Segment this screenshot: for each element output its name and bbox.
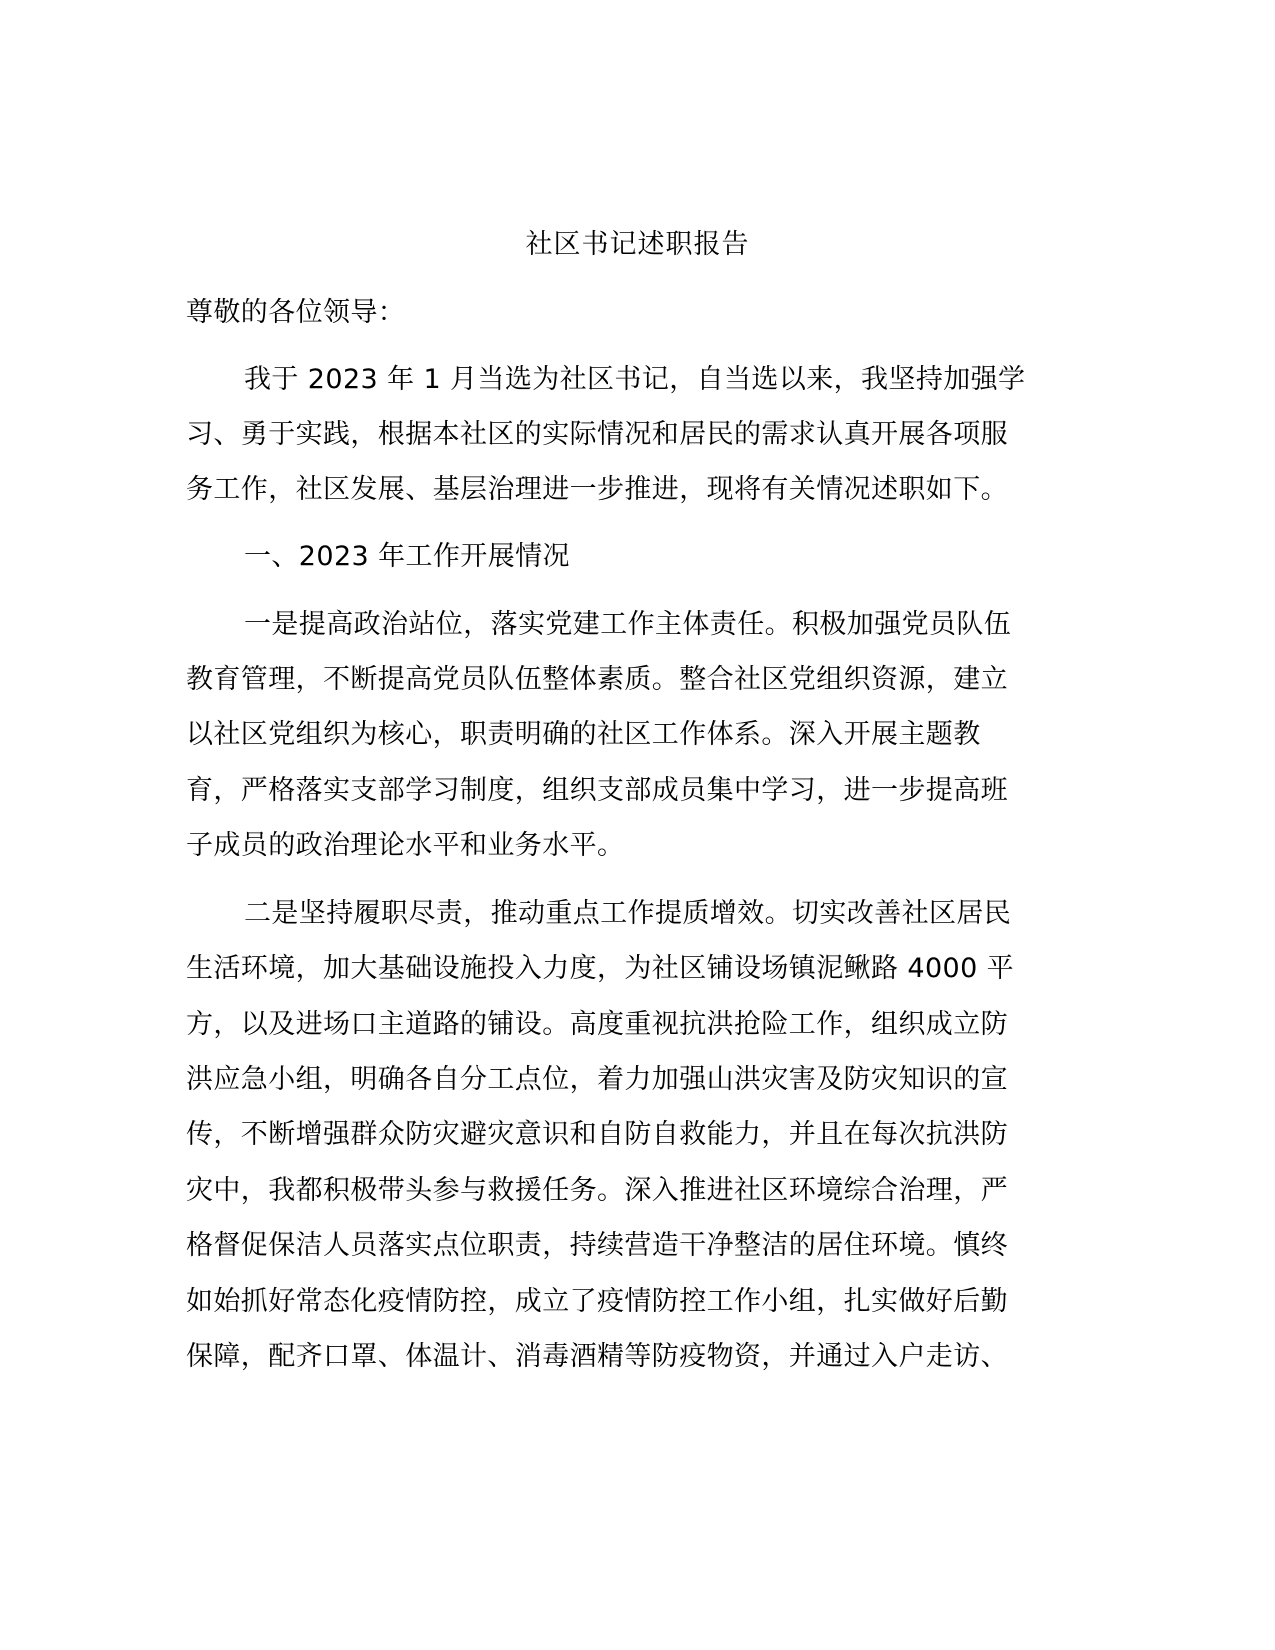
paragraph-line: 一是提高政治站位，落实党建工作主体责任。积极加强党员队伍 xyxy=(244,609,1012,640)
paragraph-line: 教育管理，不断提高党员队伍整体素质。整合社区党组织资源，建立 xyxy=(186,664,1008,695)
paragraph-line: 我于 2023 年 1 月当选为社区书记，自当选以来，我坚持加强学 xyxy=(244,364,1026,395)
paragraph-line: 习、勇于实践，根据本社区的实际情况和居民的需求认真开展各项服 xyxy=(186,419,1008,450)
paragraph-line: 洪应急小组，明确各自分工点位，着力加强山洪灾害及防灾知识的宣 xyxy=(186,1064,1008,1095)
paragraph-line: 如始抓好常态化疫情防控，成立了疫情防控工作小组，扎实做好后勤 xyxy=(186,1286,1008,1317)
section-heading: 一、2023 年工作开展情况 xyxy=(244,541,570,572)
paragraph-line: 生活环境，加大基础设施投入力度，为社区铺设场镇泥鳅路 4000 平 xyxy=(186,953,1015,984)
paragraph-line: 子成员的政治理论水平和业务水平。 xyxy=(186,830,625,861)
document-title: 社区书记述职报告 xyxy=(525,229,750,260)
paragraph-line: 传，不断增强群众防灾避灾意识和自防自救能力，并且在每次抗洪防 xyxy=(186,1119,1008,1150)
salutation-line: 尊敬的各位领导： xyxy=(186,297,406,328)
paragraph-line: 保障，配齐口罩、体温计、消毒酒精等防疫物资，并通过入户走访、 xyxy=(186,1341,1008,1372)
paragraph-line: 二是坚持履职尽责，推动重点工作提质增效。切实改善社区居民 xyxy=(244,898,1012,929)
paragraph-line: 以社区党组织为核心，职责明确的社区工作体系。深入开展主题教 xyxy=(186,719,981,750)
paragraph-line: 方，以及进场口主道路的铺设。高度重视抗洪抢险工作，组织成立防 xyxy=(186,1009,1008,1040)
paragraph-line: 灾中，我都积极带头参与救援任务。深入推进社区环境综合治理，严 xyxy=(186,1175,1008,1206)
paragraph-line: 格督促保洁人员落实点位职责，持续营造干净整洁的居住环境。慎终 xyxy=(186,1230,1008,1261)
paragraph-line: 务工作，社区发展、基层治理进一步推进，现将有关情况述职如下。 xyxy=(186,474,1008,505)
paragraph-line: 育，严格落实支部学习制度，组织支部成员集中学习，进一步提高班 xyxy=(186,775,1008,806)
